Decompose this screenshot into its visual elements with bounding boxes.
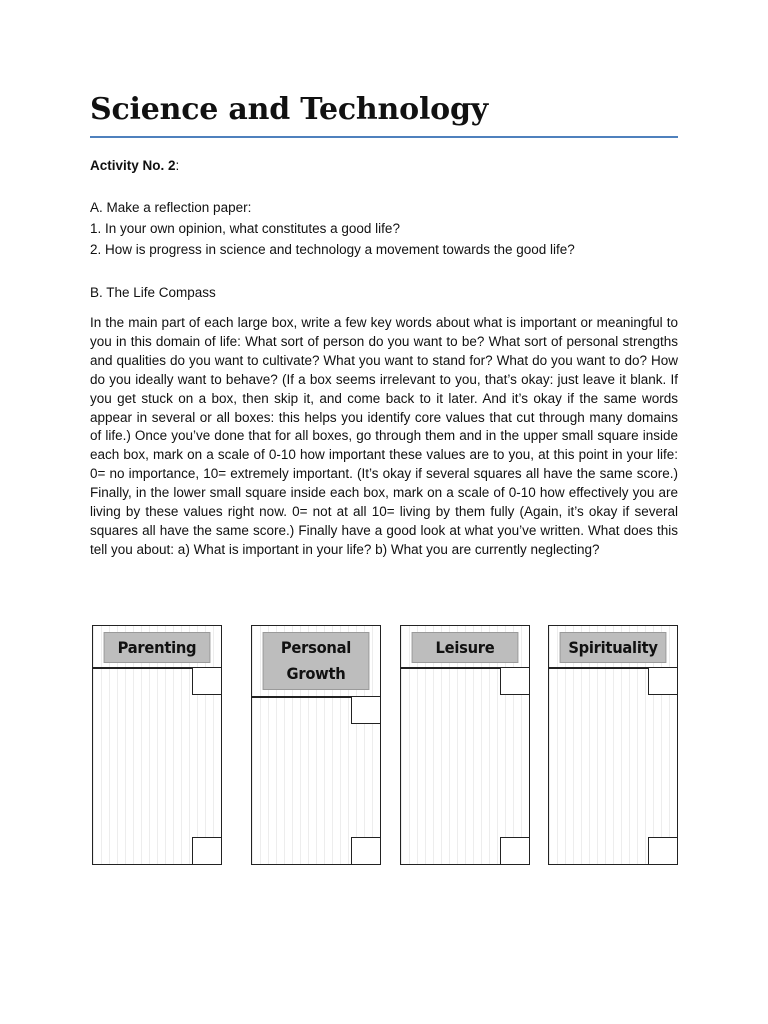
title-divider bbox=[90, 136, 678, 138]
importance-score-box[interactable] bbox=[648, 667, 678, 695]
compass-box-spirituality bbox=[548, 625, 678, 865]
effectiveness-score-box[interactable] bbox=[351, 837, 381, 865]
activity-label: Activity No. 2 bbox=[90, 158, 176, 173]
importance-score-box[interactable] bbox=[192, 667, 222, 695]
activity-heading bbox=[90, 156, 678, 175]
effectiveness-score-box[interactable] bbox=[648, 837, 678, 865]
compass-box-personal-growth bbox=[251, 625, 381, 865]
section-a-heading: A. Make a reflection paper: bbox=[90, 200, 252, 215]
instructions-paragraph: In the main part of each large box, write a few key words about what is important or meaningful to you in this domain of life: What sort of person do you want to be? What sort of personal strengths and qualities do you want to cultivate? What you want to stand for? What do you want to do? How do you ideally want to behave? (If a box seems irrelevant to you, that’s okay: just leave it blank. If you get stuck on a box, then skip it, and come back to it later. And it’s okay if the same words appear in several or all boxes: this helps you identify core values that cut through many domains of life.) Once you’ve done that for all boxes, go through them and in the upper small square inside each box, mark on a scale of 0-10 how important these values are to you, at this point in your life: 0= no importance, 10= extremely important. (It’s okay if several squares all have the same score.) Finally, in the lower small square inside each box, mark on a scale of 0-10 how effectively you are living by these values right now. 0= not at all 10= living by them fully (Again, it’s okay if several squares all have the same score.) Finally have a good look at what you’ve written. What does this tell you about: a) What is important in your life? b) What you are currently neglecting? bbox=[90, 315, 678, 557]
life-compass bbox=[92, 625, 680, 867]
importance-score-box[interactable] bbox=[351, 696, 381, 724]
effectiveness-score-box[interactable] bbox=[192, 837, 222, 865]
effectiveness-score-box[interactable] bbox=[500, 837, 530, 865]
compass-box-leisure bbox=[400, 625, 530, 865]
compass-box-label: Leisure bbox=[412, 632, 519, 663]
compass-box-label: Spirituality bbox=[560, 632, 667, 663]
section-a bbox=[90, 198, 678, 261]
section-a-item: 1. In your own opinion, what constitutes a good life? bbox=[90, 221, 400, 236]
activity-suffix: : bbox=[175, 158, 180, 173]
compass-box-label: Parenting bbox=[104, 632, 211, 663]
compass-box-parenting bbox=[92, 625, 222, 865]
importance-score-box[interactable] bbox=[500, 667, 530, 695]
section-a-item: 2. How is progress in science and technology a movement towards the good life? bbox=[90, 242, 575, 257]
section-b-heading: B. The Life Compass bbox=[90, 285, 216, 300]
page-title: Science and Technology bbox=[90, 92, 488, 127]
compass-box-label: Personal Growth bbox=[263, 632, 370, 690]
